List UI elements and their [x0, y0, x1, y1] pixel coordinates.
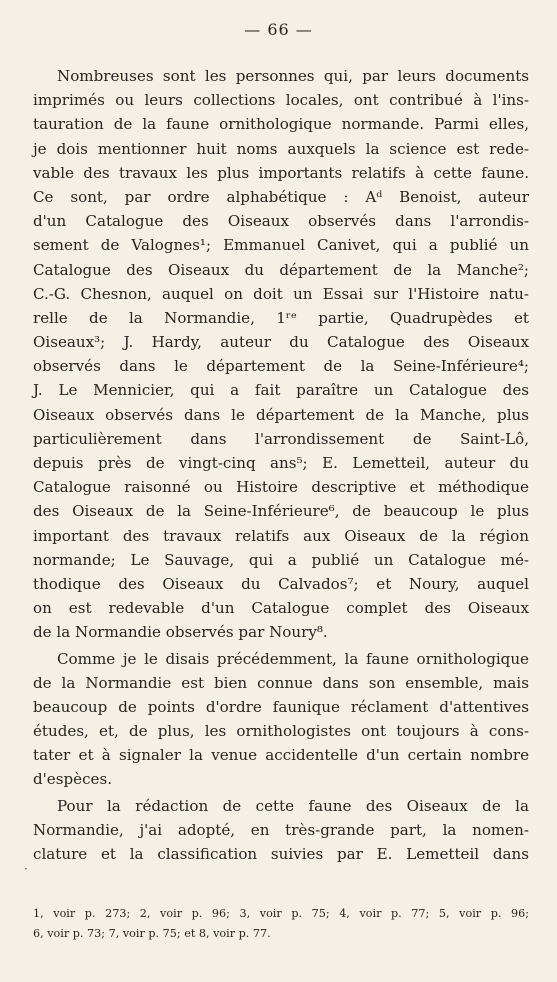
text-line: Nombreuses sont les personnes qui, par leurs documents: [57, 67, 529, 85]
text-line: relle de la Normandie, 1ʳᵉ partie, Quadrupèdes et: [33, 308, 529, 327]
text-line: Catalogue des Oiseaux du département de la Manche²;: [33, 260, 529, 279]
paragraph: [33, 64, 529, 645]
text-line: Oiseaux³; J. Hardy, auteur du Catalogue des Oiseaux: [33, 333, 529, 352]
text-line: sement de Valognes¹; Emmanuel Canivet, qui a publié un: [33, 236, 529, 255]
text-line: normande; Le Sauvage, qui a publié un Catalogue mé-: [33, 550, 529, 569]
text-line: tater et à signaler la venue accidentelle d'un certain nombre: [33, 746, 529, 765]
text-line: d'un Catalogue des Oiseaux observés dans l'arrondis-: [33, 212, 529, 231]
text-line: C.-G. Chesnon, auquel on doit un Essai sur l'Histoire natu-: [33, 284, 529, 303]
text-line: beaucoup de points d'ordre faunique réclament d'attentives: [33, 697, 529, 716]
text-line: études, et, de plus, les ornithologistes ont toujours à cons-: [33, 722, 529, 741]
margin-dot: ·: [24, 862, 28, 876]
text-line: observés dans le département de la Seine-Inférieure⁴;: [33, 357, 529, 376]
footnote-line: 6, voir p. 73; 7, voir p. 75; et 8, voir p. 77.: [33, 927, 271, 940]
text-line: Catalogue raisonné ou Histoire descriptive et méthodique: [33, 478, 529, 497]
footnotes: [33, 904, 529, 944]
paragraph: [33, 647, 529, 792]
footnote-line: 1, voir p. 273; 2, voir p. 96; 3, voir p. 75; 4, voir p. 77; 5, voir p. 96;: [33, 907, 529, 920]
text-line: des Oiseaux de la Seine-Inférieure⁶, de beaucoup le plus: [33, 502, 529, 521]
text-line: Normandie, j'ai adopté, en très-grande part, la nomen-: [33, 820, 529, 839]
text-line: Oiseaux observés dans le département de la Manche, plus: [33, 405, 529, 424]
text-line: clature et la classification suivies par E. Lemetteil dans: [33, 845, 529, 863]
text-line: important des travaux relatifs aux Oiseaux de la région: [33, 526, 529, 545]
body-text: [33, 64, 529, 866]
text-line: de la Normandie est bien connue dans son ensemble, mais: [33, 673, 529, 692]
text-line: imprimés ou leurs collections locales, ont contribué à l'ins-: [33, 91, 529, 110]
text-line: je dois mentionner huit noms auxquels la science est rede-: [33, 139, 529, 158]
text-line: thodique des Oiseaux du Calvados⁷; et Noury, auquel: [33, 574, 529, 593]
paragraph: [33, 794, 529, 867]
text-line: on est redevable d'un Catalogue complet des Oiseaux: [33, 599, 529, 618]
text-line: de la Normandie observés par Noury⁸.: [33, 623, 328, 642]
page-number: — 66 —: [244, 20, 313, 39]
text-line: tauration de la faune ornithologique normande. Parmi elles,: [33, 115, 529, 134]
text-line: Pour la rédaction de cette faune des Oiseaux de la: [57, 796, 529, 815]
text-line: depuis près de vingt-cinq ans⁵; E. Lemetteil, auteur du: [33, 454, 529, 472]
text-line: Ce sont, par ordre alphabétique : Aᵈ Benoist, auteur: [33, 187, 529, 206]
text-line: particulièrement dans l'arrondissement de Saint-Lô,: [33, 429, 529, 448]
text-line: vable des travaux les plus importants relatifs à cette faune.: [33, 163, 529, 182]
text-line: J. Le Mennicier, qui a fait paraître un Catalogue des: [33, 381, 529, 400]
text-line: Comme je le disais précédemment, la faune ornithologique: [57, 649, 529, 668]
text-line: d'espèces.: [33, 770, 113, 789]
